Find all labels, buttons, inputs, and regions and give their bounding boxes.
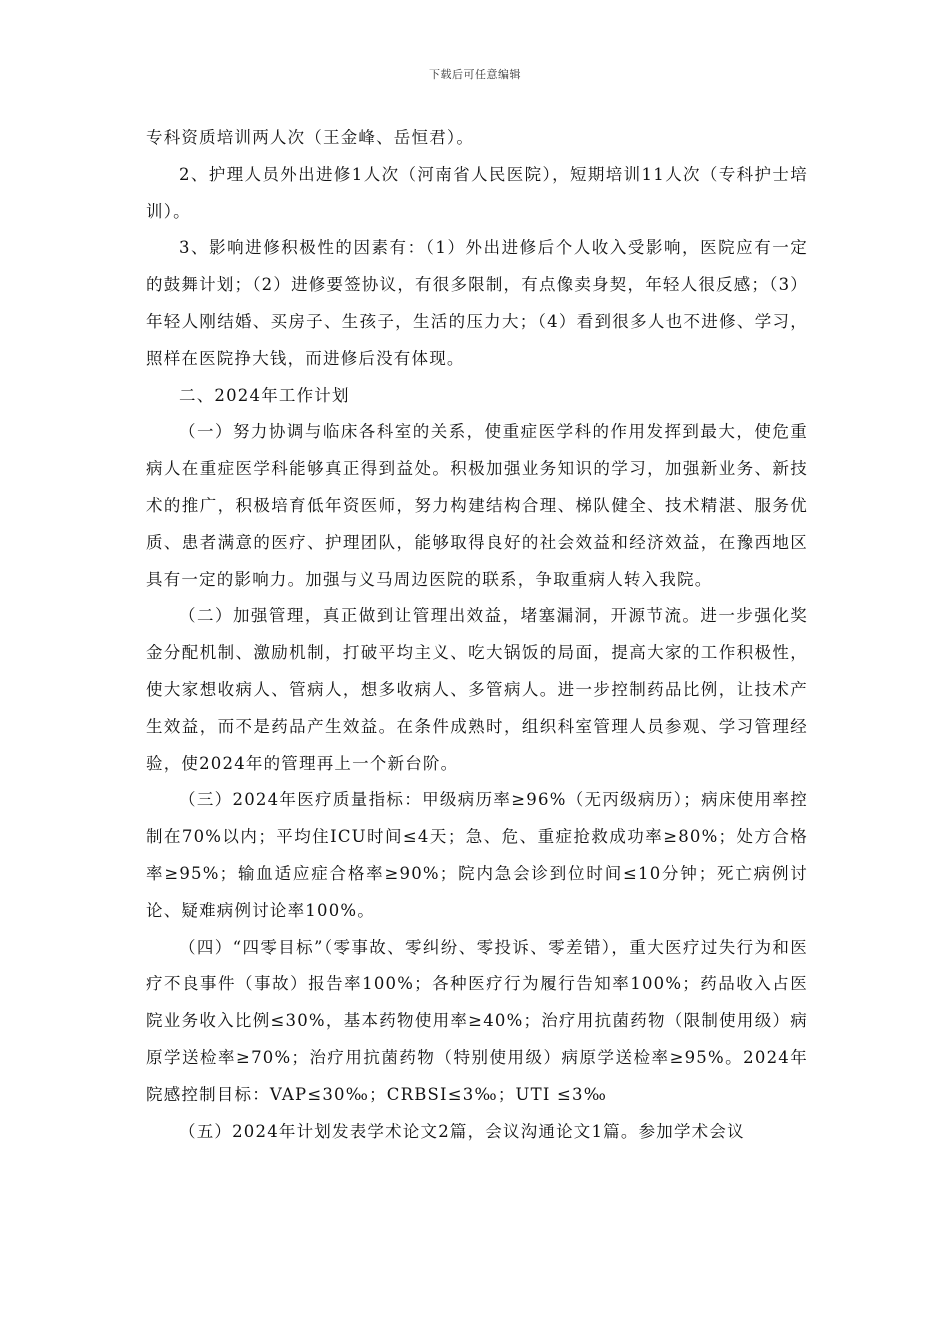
- paragraph-factors: 3、影响进修积极性的因素有：（1）外出进修后个人收入受影响，医院应有一定的鼓舞计划；（2）进修要签协议，有很多限制，有点像卖身契，年轻人很反感；（3）年轻人刚结婚、买房子、生孩子，生活的压力大；（4）看到很多人也不进修、学习，照样在医院挣大钱，而进修后没有体现。: [146, 238, 808, 368]
- paragraph-plan-1: （一）努力协调与临床各科室的关系，使重症医学科的作用发挥到最大，使危重病人在重症医学科能够真正得到益处。积极加强业务知识的学习，加强新业务、新技术的推广，积极培育低年资医师，努力构建结构合理、梯队健全、技术精湛、服务优质、患者满意的医疗、护理团队，能够取得良好的社会效益和经济效益，在豫西地区具有一定的影响力。加强与义马周边医院的联系，争取重病人转入我院。: [146, 422, 808, 589]
- document-body: [146, 120, 808, 1150]
- paragraph-training-continued: 专科资质培训两人次（王金峰、岳恒君）。: [146, 128, 475, 147]
- paragraph-nursing-training: 2、护理人员外出进修1人次（河南省人民医院），短期培训11人次（专科护士培训）。: [146, 164, 808, 221]
- paragraph-plan-4: （四）“四零目标”（零事故、零纠纷、零投诉、零差错），重大医疗过失行为和医疗不良事件（事故）报告率100%；各种医疗行为履行告知率100%；药品收入占医院业务收入比例≤30%，基本药物使用率≥40%；治疗用抗菌药物（限制使用级）病原学送检率≥70%；治疗用抗菌药物（特别使用级）病原学送检率≥95%。2024年院感控制目标：VAP≤30‰；CRBSI≤3‰；UTI ≤3‰: [146, 937, 808, 1104]
- paragraph-plan-3: （三）2024年医疗质量指标：甲级病历率≥96%（无丙级病历）；病床使用率控制在70%以内；平均住ICU时间≤4天；急、危、重症抢救成功率≥80%；处方合格率≥95%；输血适应症合格率≥90%；院内急会诊到位时间≤10分钟；死亡病例讨论、疑难病例讨论率100%。: [146, 790, 808, 920]
- section-heading-2024-plan: 二、2024年工作计划: [179, 385, 350, 405]
- paragraph-plan-2: （二）加强管理，真正做到让管理出效益，堵塞漏洞，开源节流。进一步强化奖金分配机制、激励机制，打破平均主义、吃大锅饭的局面，提高大家的工作积极性，使大家想收病人、管病人，想多收病人、多管病人。进一步控制药品比例，让技术产生效益，而不是药品产生效益。在条件成熟时，组织科室管理人员参观、学习管理经验，使2024年的管理再上一个新台阶。: [146, 606, 808, 773]
- paragraph-plan-5: （五）2024年计划发表学术论文2篇，会议沟通论文1篇。参加学术会议: [179, 1121, 745, 1141]
- page-header: 下载后可任意编辑: [429, 68, 521, 81]
